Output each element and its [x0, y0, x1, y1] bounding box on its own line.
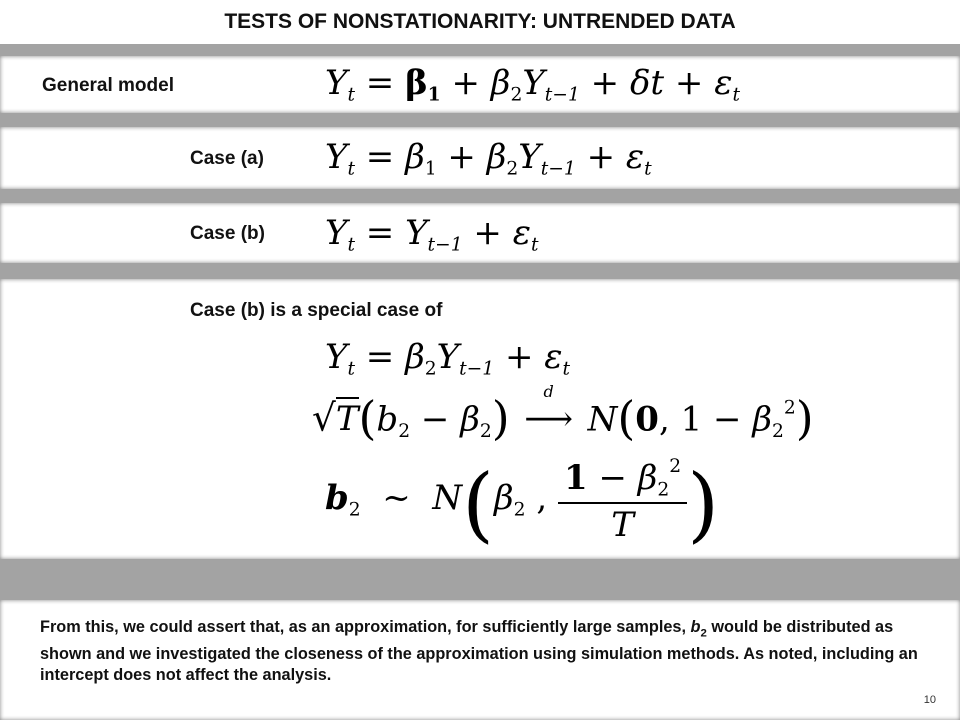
page-number: 10	[923, 694, 936, 706]
caption-variable-subscript: 2	[700, 627, 707, 640]
case-b-equation: $Y_t = Y_{t-1} + \varepsilon_t$	[325, 213, 539, 256]
explanatory-caption	[40, 617, 920, 686]
special-case-equation: $Y_t = \beta_2Y_{t-1} + \varepsilon_t$	[325, 337, 571, 380]
case-a-label: Case (a)	[190, 148, 264, 169]
case-a-equation: $Y_t = \beta_1 + \beta_2Y_{t-1} + \varepsilon_t$	[325, 137, 652, 180]
caption-text-before: From this, we could assert that, as an approximation, for sufficiently large samples,	[40, 618, 691, 636]
special-case-label: Case (b) is a special case of	[190, 300, 443, 321]
caption-variable: b	[690, 618, 701, 636]
slide-title: TESTS OF NONSTATIONARITY: UNTRENDED DATA	[224, 10, 736, 33]
case-b-label: Case (b)	[190, 223, 265, 244]
approximate-distribution-equation: $b_2$ ~ $N(\beta_2$ , $\frac{1 - \beta_2^2}{T}$ )	[325, 456, 720, 552]
caption-text-after: would be distributed as shown and we investigated the closeness of the approximation using simulation methods. As noted, including an intercept does not affect the analysis.	[40, 618, 918, 685]
general-model-label: General model	[42, 75, 174, 96]
general-model-equation: $Y_t = \beta_1 + \beta_2Y_{t-1} + \delta t + \varepsilon_t$	[325, 63, 740, 106]
asymptotic-distribution-equation: $√T(b_2 - \beta_2)$ d ⟶ N(0, $1 - \beta_2^2$)	[312, 382, 814, 445]
